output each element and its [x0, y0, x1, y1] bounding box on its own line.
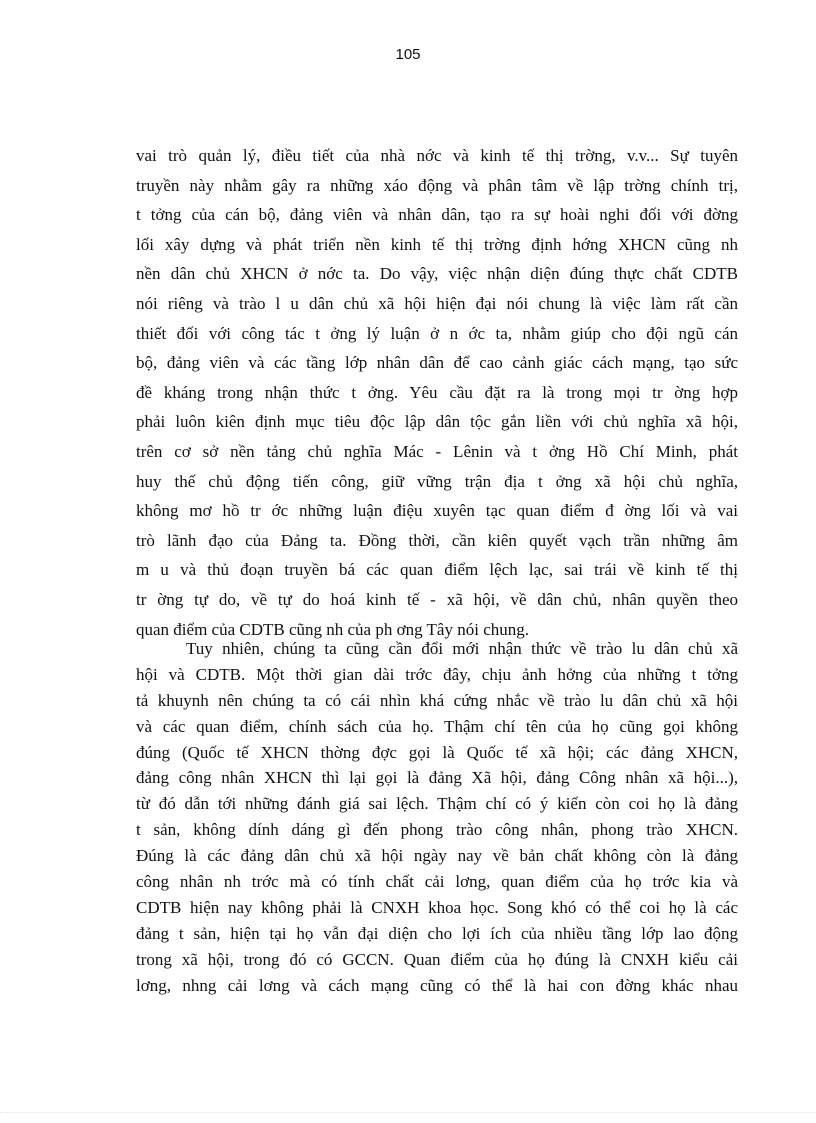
text-line: vai trò quản lý, điều tiết của nhà nớc và kinh tế thị trờng, v.v... Sự tuyên — [136, 146, 738, 165]
text-line: trên cơ sở nền tảng chủ nghĩa Mác - Lênin và t ởng Hồ Chí Minh, phát — [136, 441, 738, 461]
text-line: tả khuynh nên chúng ta có cái nhìn khá cứng nhắc về trào lu dân chủ xã hội — [136, 690, 738, 710]
text-line: bộ, đảng viên và các tầng lớp nhân dân để cao cảnh giác cách mạng, tạo sức — [136, 353, 738, 373]
text-line: lối xây dựng và phát triển nền kinh tế thị trờng định hớng XHCN cũng nh — [136, 234, 738, 254]
text-line: t tởng của cán bộ, đảng viên và nhân dân, tạo ra sự hoài nghi đối với đờng — [136, 205, 738, 225]
text-line: đảng t sản, hiện tại họ vẫn đại diện cho lợi ích của nhiều tầng lớp lao động — [136, 923, 738, 943]
text-line: đảng công nhân XHCN thì lại gọi là đảng Xã hội, đảng Công nhân xã hội...), — [136, 768, 738, 788]
text-line: CDTB hiện nay không phải là CNXH khoa học. Song khó có thể coi họ là các — [136, 897, 738, 917]
text-line: nền dân chủ XHCN ở nớc ta. Do vậy, việc nhận diện đúng thực chất CDTB — [136, 264, 738, 284]
text-line: nói riêng và trào l u dân chủ xã hội hiện đại nói chung là việc làm rất cần — [136, 293, 738, 313]
text-line: lơng, nhng cải lơng và cách mạng cũng có thể là hai con đờng khác nhau — [136, 975, 738, 995]
text-line: trong xã hội, trong đó có GCCN. Quan điểm của họ đúng là CNXH kiểu cải — [136, 949, 738, 969]
text-line: phải luôn kiên định mục tiêu độc lập dân tộc gắn liền với chủ nghĩa xã hội, — [136, 412, 738, 432]
bottom-divider — [0, 1112, 816, 1113]
text-line: thiết đối với công tác t ởng lý luận ở n ớc ta, nhằm giúp cho đội ngũ cán — [136, 323, 738, 343]
paragraph-2 — [136, 636, 738, 998]
text-line: hội và CDTB. Một thời gian dài trớc đây, chịu ảnh hởng của những t tởng — [136, 664, 738, 684]
text-line: huy thế chủ động tiến công, giữ vững trận địa t ởng xã hội chủ nghĩa, — [136, 471, 738, 491]
text-line: và các quan điểm, chính sách của họ. Thậm chí tên của họ cũng gọi không — [136, 716, 738, 736]
text-line: Đúng là các đảng dân chủ xã hội ngày nay về bản chất không còn là đảng — [136, 846, 738, 866]
text-line: truyền này nhằm gây ra những xáo động và phân tâm về lập trờng chính trị, — [136, 175, 738, 195]
text-line: quan điểm của CDTB cũng nh của ph ơng Tây nói chung. — [136, 619, 529, 639]
text-line: Tuy nhiên, chúng ta cũng cần đổi mới nhận thức về trào lu dân chủ xã — [186, 639, 738, 658]
page-number: 105 — [395, 46, 421, 63]
text-line: trò lãnh đạo của Đảng ta. Đồng thời, cần kiên quyết vạch trần những âm — [136, 530, 738, 550]
text-line: t sản, không dính dáng gì đến phong trào công nhân, phong trào XHCN. — [136, 820, 738, 840]
text-line: công nhân nh trớc mà có tính chất cải lơng, quan điểm của họ trớc kia và — [136, 872, 738, 892]
paragraph-1 — [136, 141, 738, 644]
text-line: không mơ hồ tr ớc những luận điệu xuyên tạc quan điểm đ ờng lối và vai — [136, 501, 738, 521]
text-line: đề kháng trong nhận thức t ởng. Yêu cầu đặt ra là trong mọi tr ờng hợp — [136, 382, 738, 402]
text-line: m u và thủ đoạn truyền bá các quan điểm lệch lạc, sai trái về kinh tế thị — [136, 560, 738, 580]
text-line: đúng (Quốc tế XHCN thờng đợc gọi là Quốc tế xã hội; các đảng XHCN, — [136, 742, 738, 762]
text-line: tr ờng tự do, về tự do hoá kinh tế - xã hội, về dân chủ, nhân quyền theo — [136, 589, 738, 609]
text-line: từ đó dẫn tới những đánh giá sai lệch. Thậm chí có ý kiến còn coi họ là đảng — [136, 794, 738, 814]
